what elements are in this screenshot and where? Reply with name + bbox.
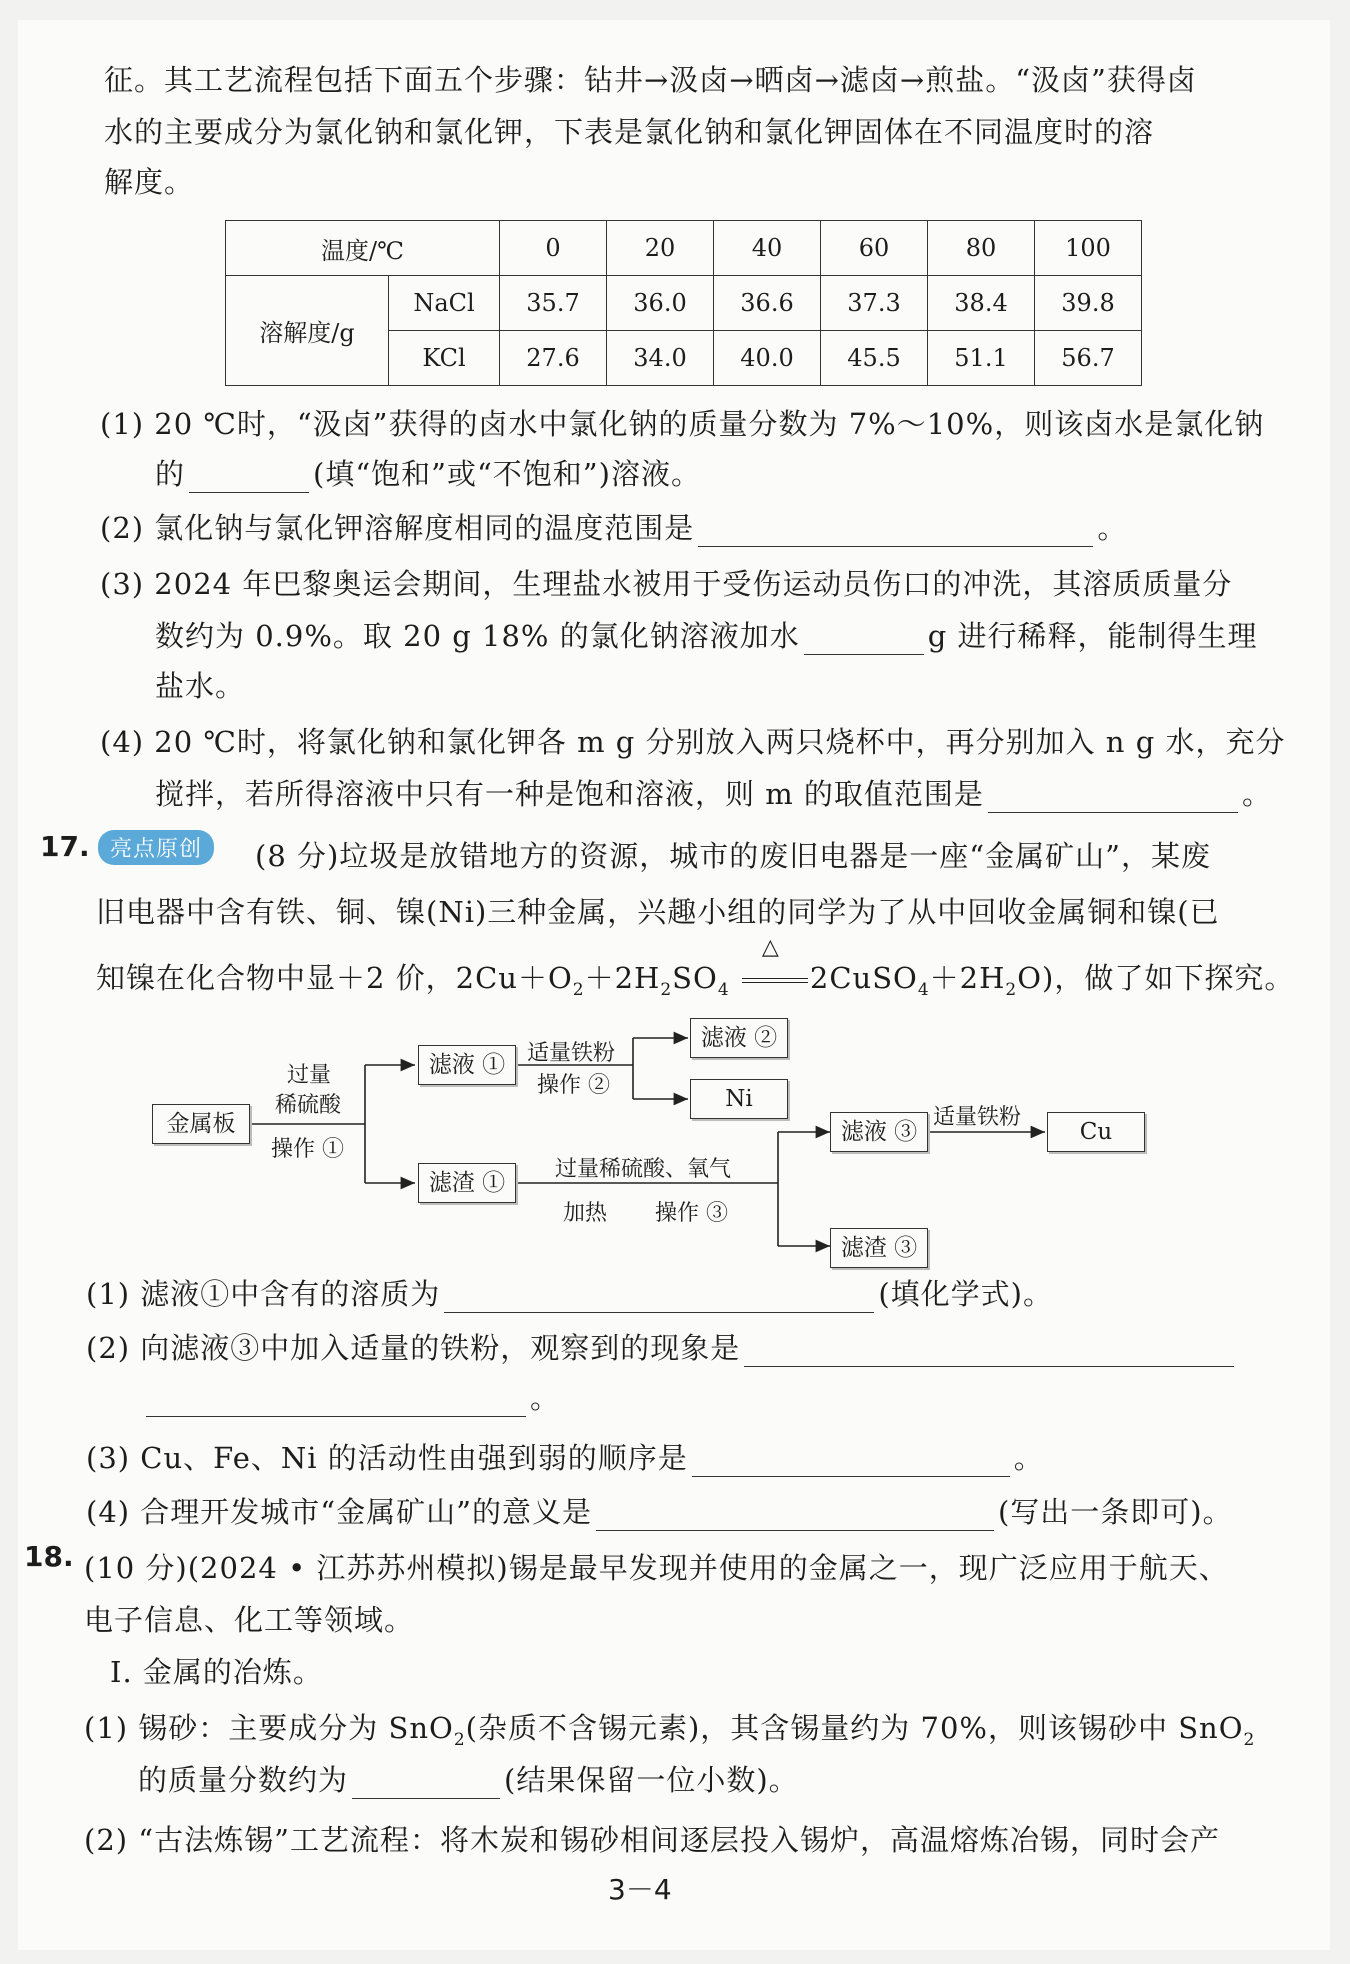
q17-line-2: 旧电器中含有铁、铜、镍(Ni)三种金属，兴趣小组的同学为了从中回收金属铜和镍(已 (96, 895, 1220, 929)
q16-p3-line1: (3) 2024 年巴黎奥运会期间，生理盐水被用于受伤运动员伤口的冲洗，其溶质质量分 (100, 567, 1233, 601)
box-filtrate-2: 滤液 ② (690, 1018, 788, 1058)
temp-header: 温度/℃ (226, 221, 500, 276)
q18-p1-line2: 的质量分数约为 (结果保留一位小数)。 (138, 1763, 799, 1797)
q16-p3-line2: 数约为 0.9%。取 20 g 18% 的氯化钠溶液加水 g 进行稀释，能制得生理 (155, 619, 1258, 653)
kcl-value: 45.5 (821, 331, 928, 386)
q18-line-2: 电子信息、化工等领域。 (84, 1603, 415, 1637)
nacl-value: 36.6 (714, 276, 821, 331)
q17-line-1: (8 分)垃圾是放错地方的资源，城市的废旧电器是一座“金属矿山”，某废 (255, 839, 1211, 873)
temp-cell: 80 (928, 221, 1035, 276)
q17-p1-answer-blank[interactable] (444, 1282, 874, 1313)
q16-p4-line2: 搅拌，若所得溶液中只有一种是饱和溶液，则 m 的取值范围是 。 (155, 777, 1272, 811)
nacl-value: 39.8 (1035, 276, 1142, 331)
temp-cell: 100 (1035, 221, 1142, 276)
label-iron-powder-2: 适量铁粉 (933, 1105, 1022, 1130)
row-label-kcl: KCl (389, 331, 500, 386)
label-dilute-sulfuric: 稀硫酸 (275, 1093, 342, 1118)
page-number: 3－4 (608, 1873, 672, 1906)
temp-cell: 60 (821, 221, 928, 276)
q17-p2: (2) 向滤液③中加入适量的铁粉，观察到的现象是 (86, 1326, 1238, 1367)
solubility-header: 溶解度/g (226, 276, 389, 386)
box-cu: Cu (1047, 1112, 1145, 1152)
box-residue-1: 滤渣 ① (418, 1163, 516, 1203)
intro-line-2: 水的主要成分为氯化钠和氯化钾，下表是氯化钠和氯化钾固体在不同温度时的溶 (104, 115, 1155, 149)
label-iron-powder-1: 适量铁粉 (527, 1041, 616, 1066)
q16-p2: (2) 氯化钠与氯化钾溶解度相同的温度范围是 。 (100, 511, 1128, 545)
row-label-nacl: NaCl (389, 276, 500, 331)
q16-p1-line2: 的 (填“饱和”或“不饱和”)溶液。 (155, 457, 701, 491)
nacl-value: 38.4 (928, 276, 1035, 331)
kcl-value: 27.6 (500, 331, 607, 386)
q17-number: 17. (40, 830, 90, 863)
label-heat: 加热 (563, 1201, 608, 1226)
label-operation-1: 操作 ① (271, 1137, 344, 1162)
q17-p3: (3) Cu、Fe、Ni 的活动性由强到弱的顺序是 。 (86, 1441, 1044, 1475)
q17-p3-answer-blank[interactable] (692, 1446, 1010, 1477)
temp-cell: 40 (714, 221, 821, 276)
temp-cell: 0 (500, 221, 607, 276)
nacl-value: 37.3 (821, 276, 928, 331)
label-sulfuric-oxygen: 过量稀硫酸、氧气 (555, 1157, 732, 1182)
q16-p4-line1: (4) 20 ℃时，将氯化钠和氯化钾各 m g 分别放入两只烧杯中，再分别加入 n g 水，充分 (100, 725, 1286, 759)
q16-p3-line3: 盐水。 (155, 669, 246, 703)
box-filtrate-3: 滤液 ③ (830, 1112, 928, 1152)
q16-p1-line1: (1) 20 ℃时，“汲卤”获得的卤水中氯化钠的质量分数为 7%～10%，则该卤水是氯化钠 (100, 407, 1265, 441)
kcl-value: 40.0 (714, 331, 821, 386)
temp-cell: 20 (607, 221, 714, 276)
q18-p2-line1: (2) “古法炼锡”工艺流程：将木炭和锡砂相间逐层投入锡炉，高温熔炼冶锡，同时会产 (84, 1823, 1220, 1857)
q18-line-1: (10 分)(2024 • 江苏苏州模拟)锡是最早发现并使用的金属之一，现广泛应用于航天、 (84, 1551, 1229, 1585)
q17-p2-answer-blank[interactable] (744, 1336, 1234, 1367)
nacl-value: 36.0 (607, 276, 714, 331)
q17-badge: 亮点原创 (98, 830, 214, 865)
q18-number: 18. (24, 1540, 74, 1573)
kcl-value: 34.0 (607, 331, 714, 386)
box-ni: Ni (690, 1079, 788, 1119)
q17-p4-answer-blank[interactable] (596, 1500, 994, 1531)
q17-p1: (1) 滤液①中含有的溶质为 (填化学式)。 (86, 1277, 1053, 1311)
q18-p1-answer-blank[interactable] (352, 1768, 500, 1799)
kcl-value: 51.1 (928, 331, 1035, 386)
kcl-value: 56.7 (1035, 331, 1142, 386)
q17-p2-cont: 。 (142, 1376, 560, 1417)
label-operation-2: 操作 ② (537, 1073, 610, 1098)
q18-p1-line1: (1) 锡砂：主要成分为 SnO$_2$(杂质不含锡元素)，其含锡量约为 70%，则该锡砂中 SnO$_2$ (84, 1711, 1256, 1750)
intro-line-3: 解度。 (104, 165, 195, 199)
q17-p4: (4) 合理开发城市“金属矿山”的意义是 (写出一条即可)。 (86, 1495, 1233, 1529)
intro-line-1: 征。其工艺流程包括下面五个步骤：钻井→汲卤→晒卤→滤卤→煎盐。“汲卤”获得卤 (104, 63, 1197, 97)
label-excess: 过量 (287, 1063, 332, 1088)
nacl-value: 35.7 (500, 276, 607, 331)
label-operation-3: 操作 ③ (655, 1201, 728, 1226)
box-filtrate-1: 滤液 ① (418, 1045, 516, 1085)
box-residue-3: 滤渣 ③ (830, 1228, 928, 1268)
q18-section-1: Ⅰ. 金属的冶炼。 (110, 1655, 323, 1689)
q17-p2-answer-blank-2[interactable] (146, 1386, 526, 1417)
q17-line-3: 知镍在化合物中显＋2 价，$2Cu+O_2+2H_2SO_4$ △ $2CuSO_4+2H_2O$)，做了如下探究。 (96, 935, 1295, 1000)
triangle-heat-icon: △ (761, 935, 780, 960)
box-metal-plate: 金属板 (152, 1104, 250, 1144)
